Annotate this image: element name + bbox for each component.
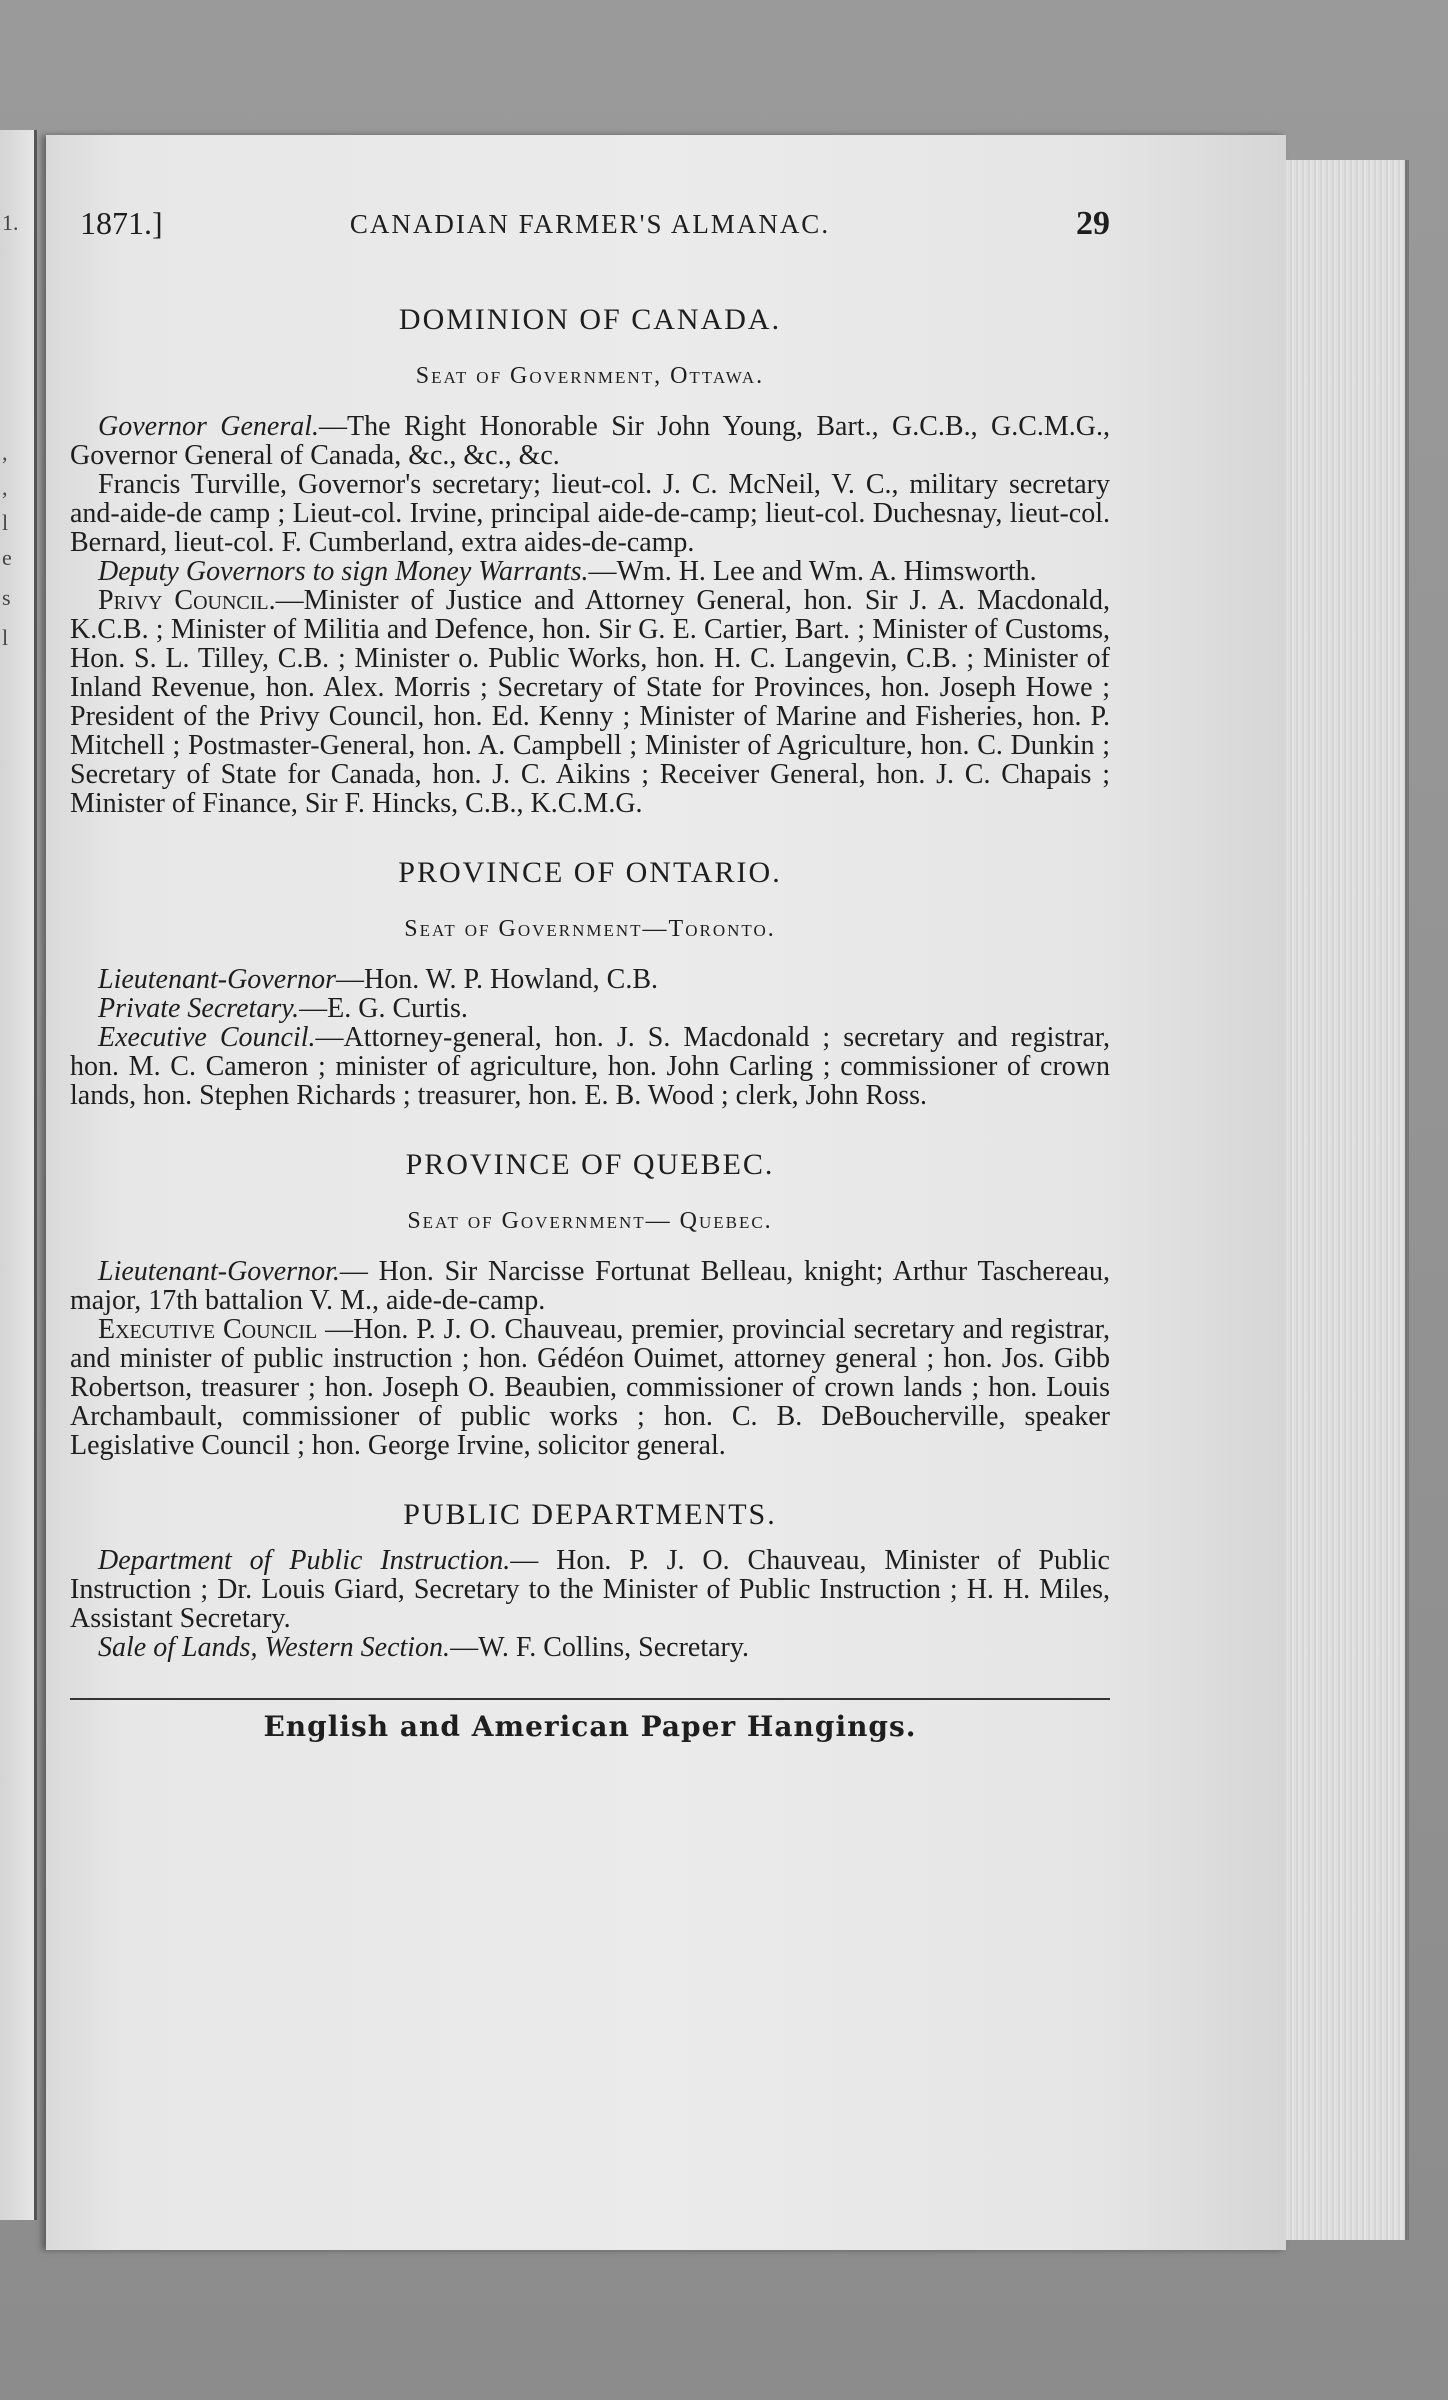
ontario-ps-label: Private Secretary.	[98, 993, 300, 1024]
edge-mark: ,	[2, 475, 8, 500]
deputy-governors-label: Deputy Governors to sign Money Warrants.	[98, 556, 589, 587]
quebec-executive-council	[70, 1315, 1110, 1460]
ontario-seat: Seat of Government—Toronto.	[404, 916, 776, 942]
quebec-lieutenant-governor	[70, 1257, 1110, 1315]
ontario-lg-label: Lieutenant-Governor	[98, 964, 336, 995]
footer-rule	[70, 1698, 1110, 1700]
edge-mark: s	[2, 585, 11, 610]
quebec-lg-label: Lieutenant-Governor.	[98, 1256, 340, 1287]
deputy-governors-text: —Wm. H. Lee and Wm. A. Himsworth.	[588, 556, 1037, 587]
edge-mark: l	[2, 510, 9, 535]
edge-mark: 1.	[2, 210, 19, 235]
public-instruction-label: Department of Public Instruction.	[98, 1545, 511, 1576]
sale-of-lands-label: Sale of Lands, Western Section.	[98, 1632, 451, 1663]
privy-council-text: —Minister of Justice and Attorney General, hon. Sir J. A. Macdonald, K.C.B. ; Minister of Militia and Defence, hon. Sir G. E. Cartier, Bart. ; Minister of Customs, Hon. S. L. Tilley, C.B. ; Minister o. Public Works, hon. H. C. Langevin, C.B. ; Minister of Inland Revenue, hon. Alex. Morris ; Secretary of State for Provinces, hon. Joseph Howe ; President of the Privy Council, hon. Ed. Kenny ; Minister of Marine and Fisheries, hon. P. Mitchell ; Postmaster-General, hon. A. Campbell ; Minister of Agriculture, hon. C. Dunkin ; Secretary of State for Canada, hon. J. C. Aikins ; Receiver General, hon. J. C. Chapais ; Minister of Finance, Sir F. Hincks, C.B., K.C.M.G.	[70, 585, 1110, 819]
governor-general-paragraph	[70, 412, 1110, 470]
deputy-governors-paragraph	[70, 557, 1110, 586]
page-text	[70, 205, 1110, 1743]
privy-council-paragraph	[70, 586, 1110, 818]
ontario-executive-council	[70, 1023, 1110, 1110]
privy-council-label: Privy Council.	[98, 585, 276, 616]
quebec-lg-text: — Hon. Sir Narcisse Fortunat Belleau, knight; Arthur Taschereau, major, 17th battalion V. M., aide-de-camp.	[70, 1256, 1110, 1316]
running-head-title: CANADIAN FARMER'S ALMANAC.	[349, 209, 831, 239]
governor-general-label: Governor General.	[98, 411, 320, 442]
previous-page-edge	[0, 130, 37, 2220]
quebec-heading: PROVINCE OF QUEBEC.	[405, 1148, 775, 1181]
ontario-lieutenant-governor	[70, 965, 1110, 994]
edge-mark: e	[2, 545, 12, 570]
staff-paragraph: Francis Turville, Governor's secretary; lieut-col. J. C. McNeil, V. C., military secretary and-aide-de camp ; Lieut-col. Irvine, principal aide-de-camp; lieut-col. Duchesnay, lieut-col. Bernard, lieut-col. F. Cumberland, extra aides-de-camp.	[70, 469, 1110, 558]
public-instruction-text: — Hon. P. J. O. Chauveau, Minister of Public Instruction ; Dr. Louis Giard, Secretary to the Minister of Public Instruction ; H. H. Miles, Assistant Secretary.	[70, 1545, 1110, 1634]
public-departments-heading: PUBLIC DEPARTMENTS.	[403, 1498, 777, 1531]
ontario-ec-label: Executive Council.	[98, 1022, 316, 1053]
running-head	[70, 205, 1110, 265]
sale-of-lands-paragraph	[70, 1633, 1110, 1662]
edge-mark: ,	[2, 440, 8, 465]
footer-advertisement: English and American Paper Hangings.	[263, 1710, 917, 1743]
ontario-ec-text: —Attorney-general, hon. J. S. Macdonald ; secretary and registrar, hon. M. C. Cameron ; minister of agriculture, hon. John Carling ; commissioner of crown lands, hon. Stephen Richards ; treasurer, hon. E. B. Wood ; clerk, John Ross.	[70, 1022, 1110, 1111]
public-instruction-paragraph	[70, 1546, 1110, 1633]
quebec-ec-label: Executive Council	[98, 1314, 318, 1345]
running-head-year: 1871.]	[80, 205, 163, 241]
ontario-heading: PROVINCE OF ONTARIO.	[398, 856, 782, 889]
governor-general-text: —The Right Honorable Sir John Young, Bart., G.C.B., G.C.M.G., Governor General of Canada, &c., &c., &c.	[70, 411, 1110, 471]
page-number: 29	[1076, 205, 1110, 242]
quebec-seat: Seat of Government— Quebec.	[407, 1208, 773, 1234]
ontario-lg-text: —Hon. W. P. Howland, C.B.	[335, 964, 659, 995]
ontario-ps-text: —E. G. Curtis.	[299, 993, 468, 1024]
dominion-heading: DOMINION OF CANADA.	[398, 303, 782, 336]
book-page-edges	[1265, 160, 1409, 2240]
edge-mark: l	[2, 625, 9, 650]
quebec-ec-text: —Hon. P. J. O. Chauveau, premier, provincial secretary and registrar, and minister of public instruction ; hon. Gédéon Ouimet, attorney general ; hon. Jos. Gibb Robertson, treasurer ; hon. Joseph O. Beaubien, commissioner of crown lands ; hon. Louis Archambault, commissioner of public works ; hon. C. B. DeBoucherville, speaker Legislative Council ; hon. George Irvine, solicitor general.	[70, 1314, 1110, 1461]
dominion-seat: Seat of Government, Ottawa.	[415, 363, 765, 389]
sale-of-lands-text: —W. F. Collins, Secretary.	[450, 1632, 750, 1663]
ontario-private-secretary	[70, 994, 1110, 1023]
